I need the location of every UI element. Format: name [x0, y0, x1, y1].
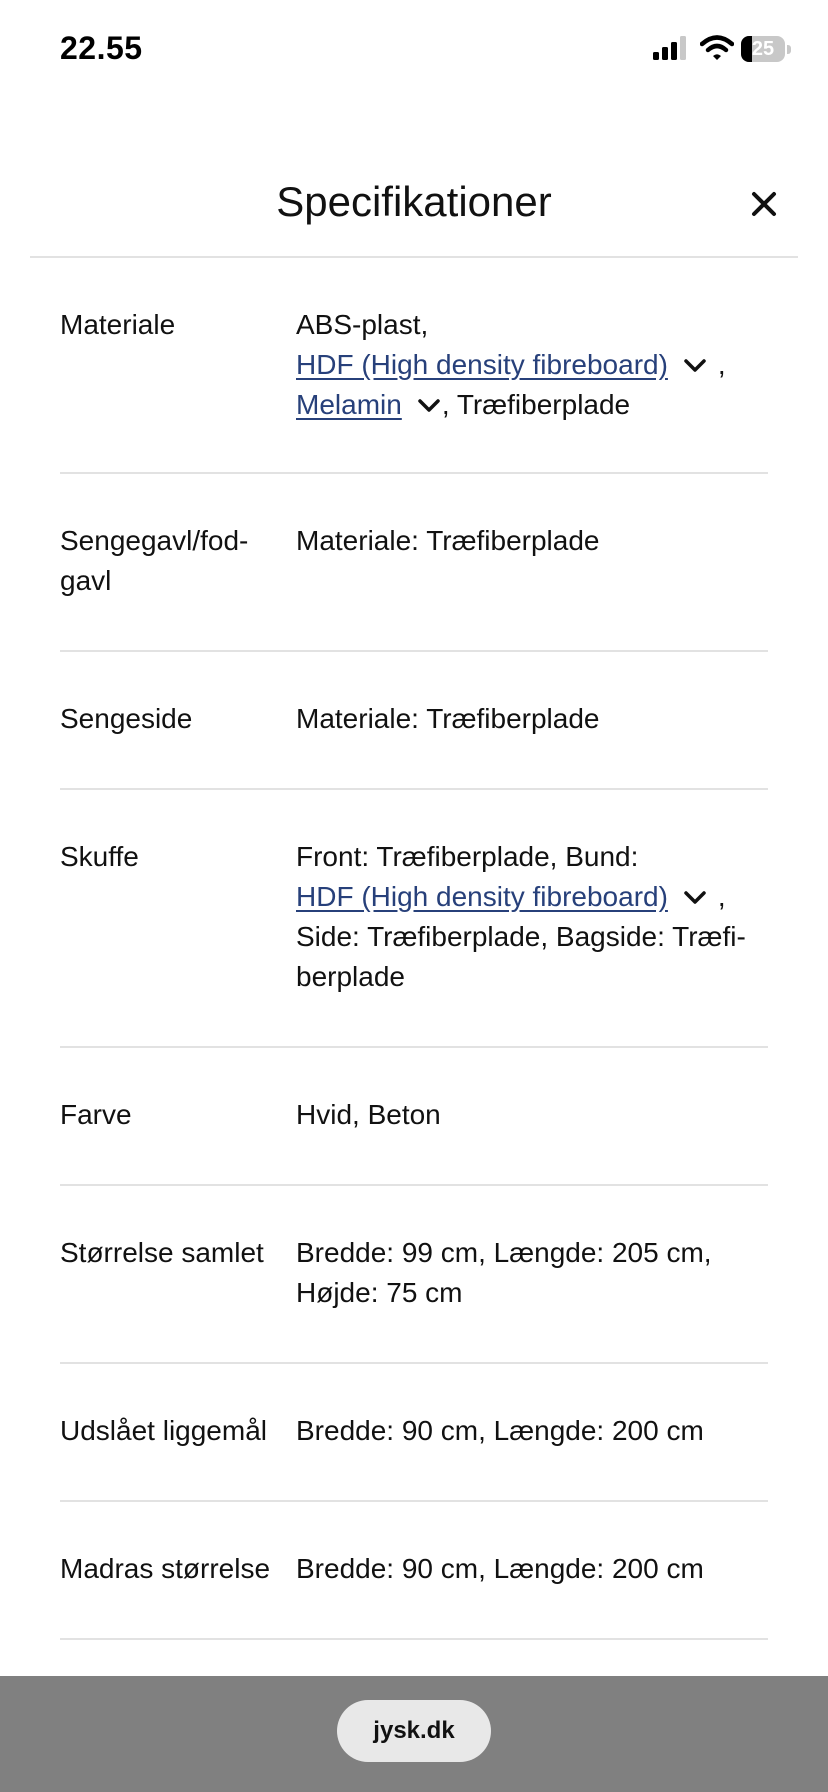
spec-value-line: Højde: 75 cm: [296, 1277, 463, 1308]
hdf-link[interactable]: HDF (High density fibreboard): [296, 349, 668, 380]
spec-value-text: berplade: [296, 961, 405, 992]
spec-row-udslaaet-liggemaal: [60, 1364, 768, 1502]
spec-label: Udslået liggemål: [60, 1415, 267, 1446]
spec-value-text: Side: Træfiberplade, Bagside: Træfi-: [296, 921, 746, 952]
spec-value-text: , Træfiberplade: [441, 389, 631, 420]
spec-label-line: Sengegavl/fod-: [60, 525, 249, 556]
spec-label: Størrelse samlet: [60, 1237, 264, 1268]
spec-label-line: gavl: [60, 565, 112, 596]
status-time: 22.55: [60, 30, 143, 66]
hdf-link[interactable]: HDF (High density fibreboard): [296, 881, 668, 912]
spec-label: Skuffe: [60, 841, 139, 872]
spec-value: [296, 305, 768, 472]
page-title: Specifikationer: [276, 178, 552, 225]
spec-value: Bredde: 90 cm, Længde: 200 cm: [296, 1553, 704, 1584]
spec-value-line: Bredde: 99 cm, Længde: 205 cm,: [296, 1237, 712, 1268]
cellular-signal-icon: [653, 36, 689, 60]
spec-row-sengegavl: [60, 474, 768, 652]
battery-icon: [741, 36, 791, 62]
separator: ,: [717, 881, 726, 912]
spec-row-skuffe: [60, 790, 768, 1048]
spec-row-storrelse-samlet: [60, 1186, 768, 1364]
spec-row-madras-storrelse: [60, 1502, 768, 1640]
wifi-icon: [700, 34, 734, 62]
spec-label: [60, 521, 296, 650]
spec-value: Hvid, Beton: [296, 1099, 441, 1130]
spec-row-sengeside: [60, 652, 768, 790]
spec-value-text: ABS-plast,: [296, 309, 429, 340]
spec-value: Bredde: 90 cm, Længde: 200 cm: [296, 1415, 704, 1446]
spec-value-text: Front: Træfiberplade, Bund:: [296, 841, 639, 872]
spec-label: Madras størrelse: [60, 1553, 271, 1584]
spec-value: [296, 1233, 768, 1362]
chevron-down-icon[interactable]: [416, 395, 442, 415]
close-icon[interactable]: [742, 182, 786, 226]
spec-list: [60, 258, 768, 1640]
spec-label: Farve: [60, 1099, 132, 1130]
battery-percentage: 25: [751, 38, 775, 60]
spec-value: Materiale: Træfiberplade: [296, 525, 600, 556]
spec-value: [296, 837, 768, 1046]
separator: ,: [717, 349, 726, 380]
spec-row-materiale: [60, 258, 768, 474]
melamin-link[interactable]: Melamin: [296, 389, 402, 420]
spec-row-farve: [60, 1048, 768, 1186]
browser-bottom-bar: [0, 1676, 828, 1792]
url-bar[interactable]: jysk.dk: [337, 1700, 491, 1762]
spec-label: Sengeside: [60, 703, 193, 734]
status-bar: [0, 0, 828, 100]
chevron-down-icon[interactable]: [682, 887, 708, 907]
spec-value: Materiale: Træfiberplade: [296, 703, 600, 734]
chevron-down-icon[interactable]: [682, 355, 708, 375]
spec-label: Materiale: [60, 309, 176, 340]
sheet-header: [0, 160, 828, 256]
